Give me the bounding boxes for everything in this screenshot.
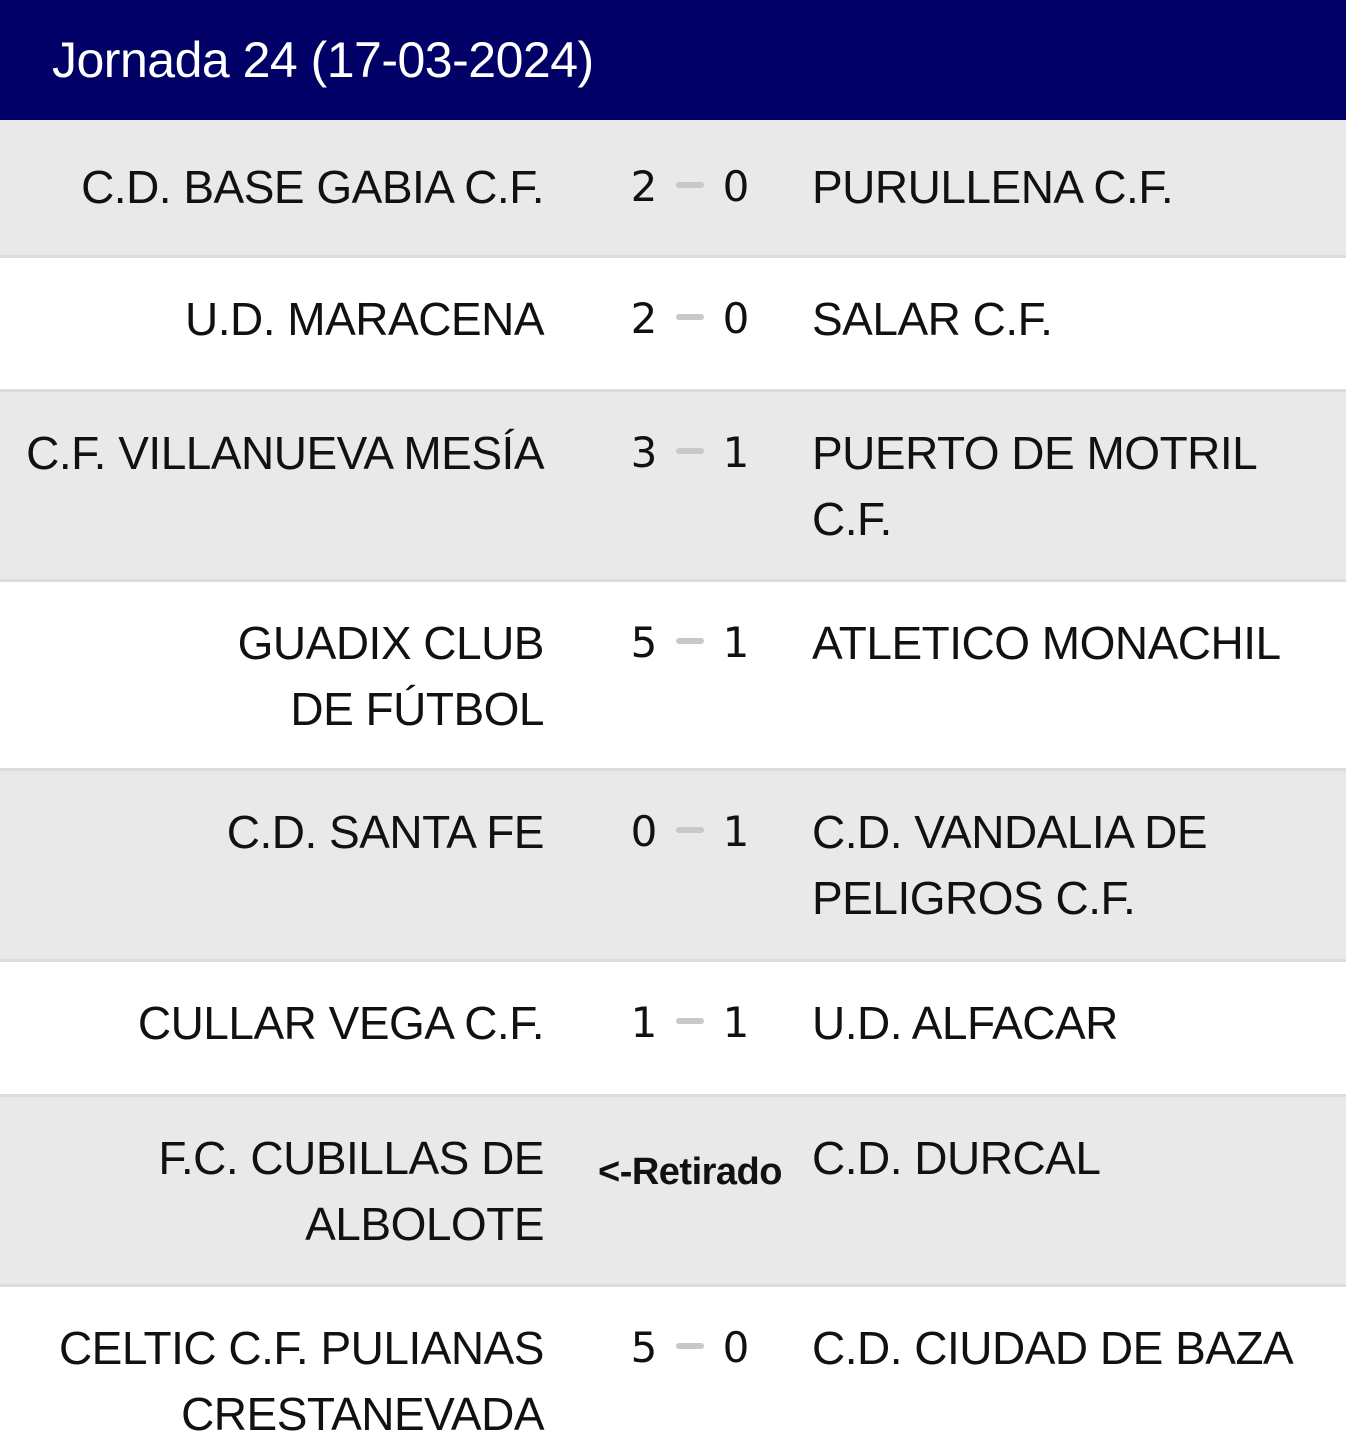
- home-team[interactable]: C.D. BASE GABIA C.F.: [81, 161, 544, 213]
- away-team[interactable]: PUERTO DE MOTRIL C.F.: [812, 427, 1256, 545]
- score-separator: [676, 448, 704, 454]
- match-score[interactable]: [568, 610, 812, 768]
- match-row[interactable]: [0, 962, 1346, 1097]
- away-team[interactable]: C.D. VANDALIA DE PELIGROS C.F.: [812, 806, 1208, 924]
- round-title: Jornada 24 (17-03-2024): [52, 32, 594, 88]
- match-row[interactable]: [0, 392, 1346, 582]
- home-team[interactable]: F.C. CUBILLAS DE ALBOLOTE: [158, 1132, 544, 1250]
- score-separator: [676, 638, 704, 644]
- match-score[interactable]: [568, 799, 812, 959]
- away-team[interactable]: SALAR C.F.: [812, 293, 1053, 345]
- away-score: 1: [722, 428, 750, 477]
- home-team[interactable]: CELTIC C.F. PULIANAS CRESTANEVADA: [58, 1322, 544, 1440]
- score-separator: [676, 1018, 704, 1024]
- match-score[interactable]: [568, 286, 812, 389]
- home-score: 5: [630, 618, 658, 667]
- home-score: 2: [630, 162, 658, 211]
- home-team[interactable]: U.D. MARACENA: [185, 293, 544, 345]
- score-separator: [676, 182, 704, 188]
- match-score[interactable]: [568, 1125, 812, 1284]
- match-score[interactable]: [568, 420, 812, 579]
- match-row[interactable]: [0, 1287, 1346, 1447]
- match-row[interactable]: [0, 582, 1346, 771]
- home-score: 3: [630, 428, 658, 477]
- home-team[interactable]: CULLAR VEGA C.F.: [137, 997, 544, 1049]
- away-team[interactable]: C.D. DURCAL: [812, 1132, 1101, 1184]
- home-score: 5: [630, 1323, 658, 1372]
- match-list: [0, 120, 1346, 1447]
- away-team[interactable]: C.D. CIUDAD DE BAZA: [812, 1322, 1294, 1374]
- round-header: [0, 0, 1346, 120]
- home-score: 2: [630, 294, 658, 343]
- score-separator: [676, 827, 704, 833]
- match-score[interactable]: [568, 154, 812, 255]
- home-score: 0: [630, 807, 658, 856]
- away-score: 1: [722, 807, 750, 856]
- home-score: 1: [630, 998, 658, 1047]
- home-team[interactable]: C.F. VILLANUEVA MESÍA: [26, 427, 544, 479]
- away-score: 1: [722, 618, 750, 667]
- score-separator: [676, 1343, 704, 1349]
- score-separator: [676, 314, 704, 320]
- away-team[interactable]: ATLETICO MONACHIL: [812, 617, 1281, 669]
- match-row[interactable]: [0, 1097, 1346, 1287]
- away-score: 1: [722, 998, 750, 1047]
- away-score: 0: [722, 294, 750, 343]
- match-row[interactable]: [0, 120, 1346, 258]
- away-team[interactable]: PURULLENA C.F.: [812, 161, 1174, 213]
- away-score: 0: [722, 1323, 750, 1372]
- match-score[interactable]: [568, 990, 812, 1094]
- retired-status: <-Retirado: [598, 1151, 782, 1193]
- match-score[interactable]: [568, 1315, 812, 1447]
- away-score: 0: [722, 162, 750, 211]
- away-team[interactable]: U.D. ALFACAR: [812, 997, 1118, 1049]
- match-row[interactable]: [0, 771, 1346, 962]
- home-team[interactable]: C.D. SANTA FE: [226, 806, 544, 858]
- home-team[interactable]: GUADIX CLUB DE FÚTBOL: [237, 617, 544, 735]
- match-row[interactable]: [0, 258, 1346, 392]
